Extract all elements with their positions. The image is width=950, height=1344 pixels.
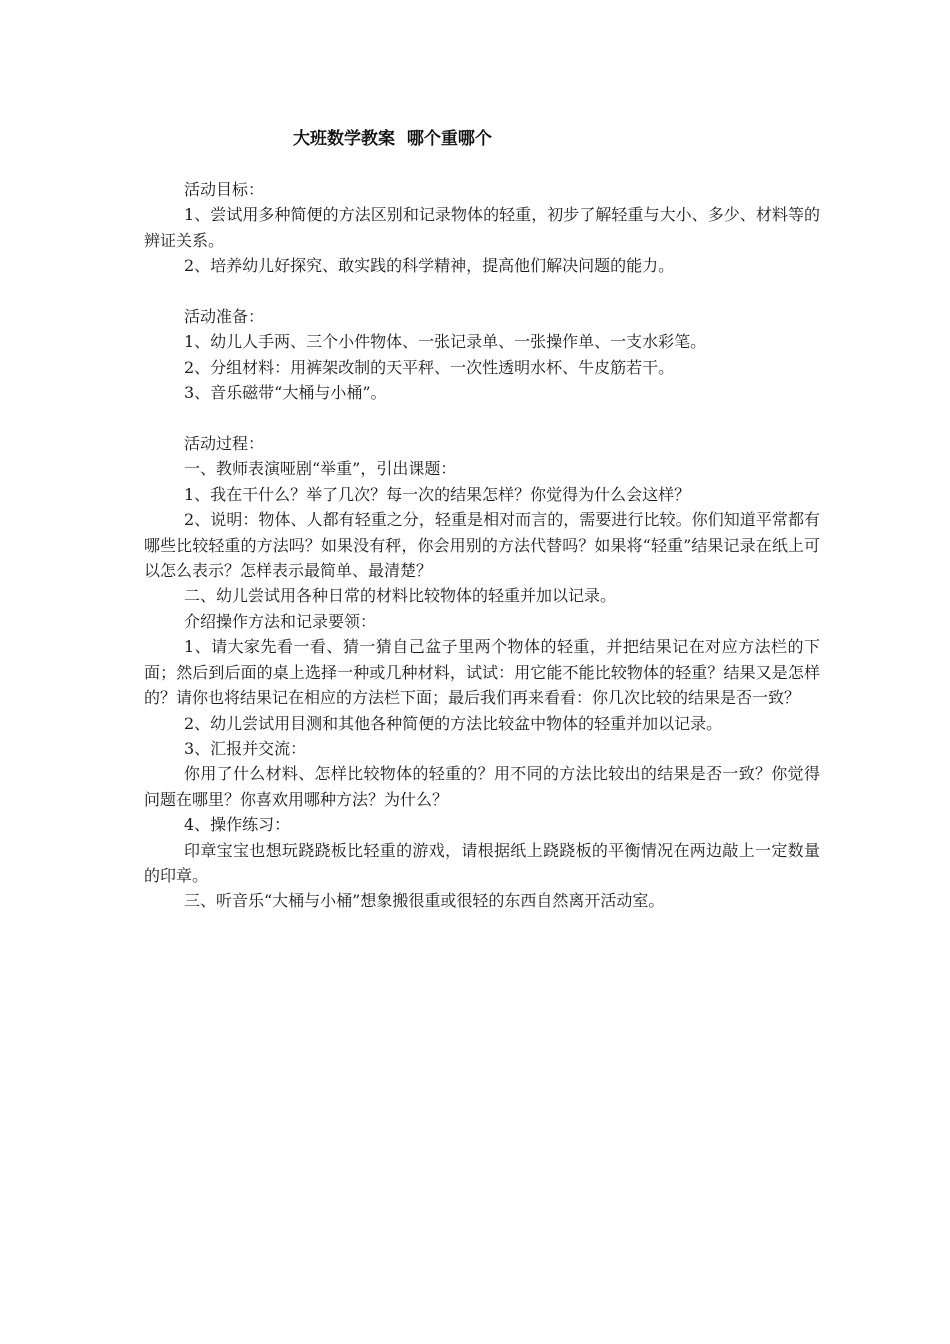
process-item-3: 2、说明：物体、人都有轻重之分，轻重是相对而言的，需要进行比较。你们知道平常都有哪些比较轻重的方法吗？如果没有秤，你会用别的方法代替吗？如果将“轻重”结果记录在纸上可以怎么表示？怎样表示最简单、最清楚？ — [144, 510, 820, 581]
process-item-4: 二、幼儿尝试用各种日常的材料比较物体的轻重并加以记录。 — [184, 586, 617, 606]
process-item-7: 2、幼儿尝试用目测和其他各种简便的方法比较盆中物体的轻重并加以记录。 — [184, 713, 723, 733]
preparation-heading: 活动准备： — [184, 307, 265, 327]
preparation-item-3: 3、音乐磁带“大桶与小桶”。 — [184, 383, 387, 403]
process-item-11: 印章宝宝也想玩跷跷板比轻重的游戏，请根据纸上跷跷板的平衡情况在两边敲上一定数量的印章。 — [144, 840, 820, 885]
process-item-6: 1、请大家先看一看、猜一猜自己盆子里两个物体的轻重，并把结果记在对应方法栏的下面；然后到后面的桌上选择一种或几种材料，试试：用它能不能比较物体的轻重？结果又是怎样的？请你也将结果记在相应的方法栏下面；最后我们再来看看：你几次比较的结果是否一致？ — [144, 637, 820, 708]
goal-item-2: 2、培养幼儿好探究、敢实践的科学精神，提高他们解决问题的能力。 — [184, 256, 675, 276]
document-title: 大班数学教案 哪个重哪个 — [293, 129, 492, 149]
process-item-2: 1、我在干什么？举了几次？每一次的结果怎样？你觉得为什么会这样？ — [184, 484, 691, 504]
process-heading: 活动过程： — [184, 434, 265, 454]
process-item-9: 你用了什么材料、怎样比较物体的轻重的？用不同的方法比较出的结果是否一致？你觉得问题在哪里？你喜欢用哪种方法？为什么？ — [144, 764, 820, 809]
goals-heading: 活动目标： — [184, 180, 265, 199]
process-item-10: 4、操作练习： — [184, 815, 291, 835]
process-item-12: 三、听音乐“大桶与小桶”想象搬很重或很轻的东西自然离开活动室。 — [184, 891, 665, 911]
preparation-item-1: 1、幼儿人手两、三个小件物体、一张记录单、一张操作单、一支水彩笔。 — [184, 332, 707, 352]
process-item-5: 介绍操作方法和记录要领： — [184, 611, 377, 631]
process-item-8: 3、汇报并交流： — [184, 738, 307, 758]
process-item-1: 一、教师表演哑剧“举重”，引出课题： — [184, 459, 457, 479]
preparation-item-2: 2、分组材料：用裤架改制的天平秤、一次性透明水杯、牛皮筋若干。 — [184, 357, 675, 377]
goal-item-1: 1、尝试用多种简便的方法区别和记录物体的轻重，初步了解轻重与大小、多少、材料等的辨证关系。 — [144, 205, 820, 250]
document-body — [144, 177, 820, 914]
